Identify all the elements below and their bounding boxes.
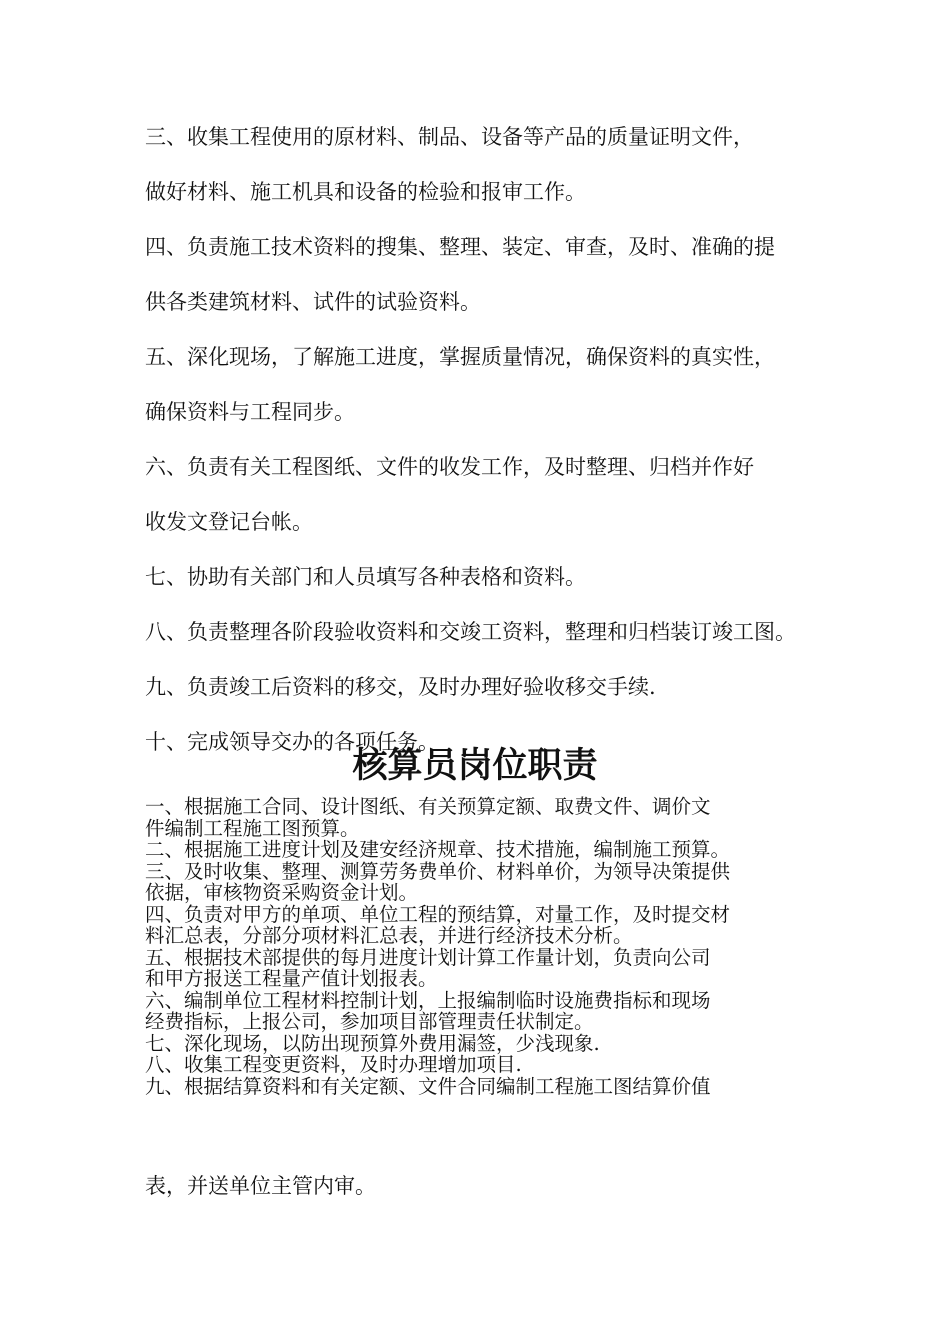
lower-line-9: 和甲方报送工程量产值计划报表。 (145, 967, 438, 990)
duty-5-line-2: 确保资料与工程同步。 (145, 400, 355, 424)
lower-line-13: 八、收集工程变更资料，及时办理增加项目. (145, 1053, 522, 1076)
lower-line-8: 五、根据技术部提供的每月进度计划计算工作量计划，负责向公司 (145, 945, 711, 969)
lower-line-11: 经费指标，上报公司，参加项目部管理责任状制定。 (145, 1010, 594, 1033)
duty-6-line-2: 收发文登记台帐。 (145, 510, 313, 534)
lower-line-15: 表，并送单位主管内审。 (145, 1174, 376, 1198)
lower-line-5: 依据，审核物资采购资金计划。 (145, 881, 419, 904)
duty-4-line-2: 供各类建筑材料、试件的试验资料。 (145, 290, 481, 314)
lower-line-1: 一、根据施工合同、设计图纸、有关预算定额、取费文件、调价文 (145, 795, 711, 818)
lower-line-10: 六、编制单位工程材料控制计划，上报编制临时设施费指标和现场 (145, 988, 711, 1012)
duty-3-line-1: 三、收集工程使用的原材料、制品、设备等产品的质量证明文件， (145, 125, 754, 149)
duty-3-line-2: 做好材料、施工机具和设备的检验和报审工作。 (145, 180, 586, 204)
section-title: 核算员岗位职责 (352, 746, 598, 786)
lower-line-4: 三、及时收集、整理、测算劳务费单价、材料单价，为领导决策提供 (145, 859, 731, 883)
duty-9-line-1: 九、负责竣工后资料的移交，及时办理好验收移交手续. (145, 675, 656, 699)
lower-line-2: 件编制工程施工图预算。 (145, 816, 360, 840)
upper-duty-list (145, 110, 796, 770)
duty-5-line-1: 五、深化现场，了解施工进度，掌握质量情况，确保资料的真实性， (145, 345, 775, 369)
lower-line-3: 二、根据施工进度计划及建安经济规章、技术措施，编制施工预算。 (145, 838, 731, 861)
duty-6-line-1: 六、负责有关工程图纸、文件的收发工作，及时整理、归档并作好 (145, 455, 754, 479)
duty-7-line-1: 七、协助有关部门和人员填写各种表格和资料。 (145, 565, 586, 589)
duty-8-line-1: 八、负责整理各阶段验收资料和交竣工资料，整理和归档装订竣工图。 (145, 620, 796, 644)
lower-line-14: 九、根据结算资料和有关定额、文件合同编制工程施工图结算价值 (145, 1074, 711, 1098)
lower-line-12: 七、深化现场，以防出现预算外费用漏签，少浅现象. (145, 1031, 600, 1055)
final-line (145, 1159, 376, 1214)
lower-line-6: 四、负责对甲方的单项、单位工程的预结算，对量工作，及时提交材 (145, 902, 731, 926)
duty-4-line-1: 四、负责施工技术资料的搜集、整理、装定、审查，及时、准确的提 (145, 235, 775, 259)
lower-duty-list (145, 796, 730, 1097)
duty-10-line-1: 十、完成领导交办的各项任务。 (145, 730, 439, 754)
lower-line-7: 料汇总表，分部分项材料汇总表，并进行经济技术分析。 (145, 924, 633, 947)
